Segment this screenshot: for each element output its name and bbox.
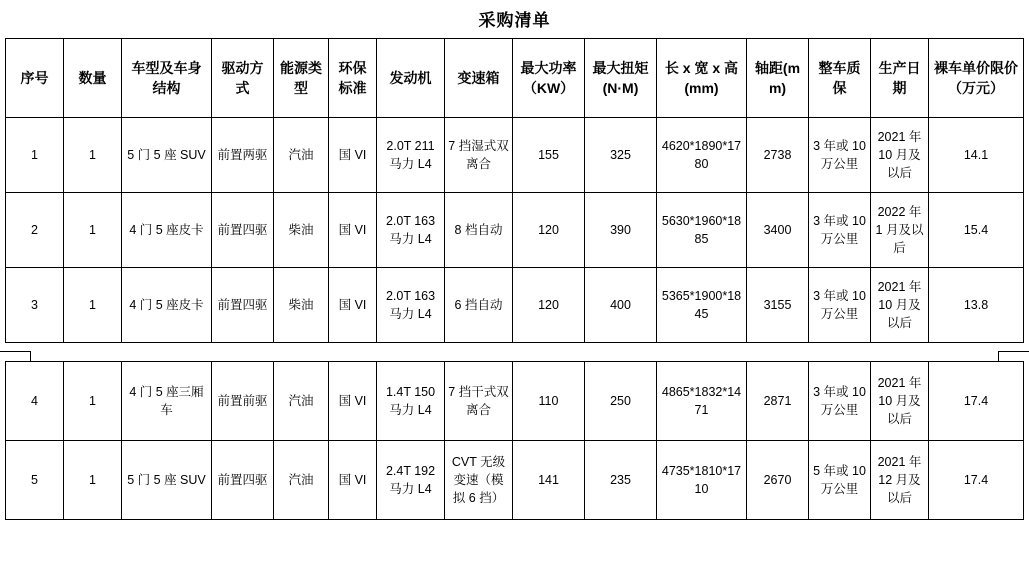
cell-dimensions: 5630*1960*1885 (657, 193, 747, 268)
cell-engine: 2.0T 163 马力 L4 (377, 268, 445, 343)
cell-max-torque: 235 (585, 441, 657, 520)
cell-price-limit: 15.4 (929, 193, 1024, 268)
column-header-engine: 发动机 (377, 39, 445, 118)
cell-warranty: 3 年或 10 万公里 (809, 118, 871, 193)
cell-max-power: 110 (513, 362, 585, 441)
cell-engine: 2.0T 163 马力 L4 (377, 193, 445, 268)
cell-production-date: 2021 年 12 月及以后 (871, 441, 929, 520)
cell-energy-type: 汽油 (274, 362, 329, 441)
table-row (6, 193, 1024, 268)
cell-emission-standard: 国 VI (329, 193, 377, 268)
page-title: 采购清单 (478, 11, 551, 30)
cell-warranty: 3 年或 10 万公里 (809, 268, 871, 343)
cell-quantity: 1 (64, 193, 122, 268)
cell-wheelbase: 3400 (747, 193, 809, 268)
cell-max-power: 120 (513, 193, 585, 268)
purchase-table-bottom-wrap (0, 361, 1029, 520)
column-header-price-limit: 裸车单价限价（万元） (929, 39, 1024, 118)
cell-body-type: 5 门 5 座 SUV (122, 118, 212, 193)
cell-body-type: 4 门 5 座三厢车 (122, 362, 212, 441)
cell-wheelbase: 2670 (747, 441, 809, 520)
purchase-table-bottom (5, 361, 1024, 520)
table-header-row (6, 39, 1024, 118)
cell-transmission: 7 挡湿式双离合 (445, 118, 513, 193)
cell-wheelbase: 2871 (747, 362, 809, 441)
column-header-quantity: 数量 (64, 39, 122, 118)
cell-production-date: 2021 年 10 月及以后 (871, 362, 929, 441)
cell-transmission: 6 挡自动 (445, 268, 513, 343)
column-header-dimensions: 长 x 宽 x 高(mm) (657, 39, 747, 118)
table-row (6, 118, 1024, 193)
purchase-table-top (5, 38, 1024, 343)
table-row (6, 362, 1024, 441)
cell-wheelbase: 3155 (747, 268, 809, 343)
cell-drive-type: 前置前驱 (212, 362, 274, 441)
cell-dimensions: 4865*1832*1471 (657, 362, 747, 441)
cell-emission-standard: 国 VI (329, 362, 377, 441)
cell-dimensions: 5365*1900*1845 (657, 268, 747, 343)
cell-emission-standard: 国 VI (329, 268, 377, 343)
cell-drive-type: 前置四驱 (212, 193, 274, 268)
cell-index: 3 (6, 268, 64, 343)
cell-price-limit: 14.1 (929, 118, 1024, 193)
cell-transmission: 8 档自动 (445, 193, 513, 268)
page-break-separator (0, 343, 1029, 361)
cell-energy-type: 柴油 (274, 193, 329, 268)
column-header-drive-type: 驱动方式 (212, 39, 274, 118)
cell-warranty: 3 年或 10 万公里 (809, 362, 871, 441)
cell-production-date: 2021 年 10 月及以后 (871, 268, 929, 343)
cell-price-limit: 17.4 (929, 362, 1024, 441)
cell-production-date: 2022 年 1 月及以后 (871, 193, 929, 268)
column-header-max-power: 最大功率（KW） (513, 39, 585, 118)
cell-energy-type: 汽油 (274, 441, 329, 520)
cell-warranty: 3 年或 10 万公里 (809, 193, 871, 268)
cell-engine: 2.0T 211 马力 L4 (377, 118, 445, 193)
column-header-wheelbase: 轴距(mm) (747, 39, 809, 118)
table-row (6, 441, 1024, 520)
cell-max-torque: 325 (585, 118, 657, 193)
cell-wheelbase: 2738 (747, 118, 809, 193)
cell-body-type: 4 门 5 座皮卡 (122, 268, 212, 343)
cell-price-limit: 13.8 (929, 268, 1024, 343)
cell-drive-type: 前置两驱 (212, 118, 274, 193)
column-header-production-date: 生产日期 (871, 39, 929, 118)
purchase-table-top-wrap (0, 38, 1029, 343)
cell-engine: 1.4T 150 马力 L4 (377, 362, 445, 441)
cell-index: 2 (6, 193, 64, 268)
column-header-energy-type: 能源类型 (274, 39, 329, 118)
cell-index: 1 (6, 118, 64, 193)
cell-energy-type: 柴油 (274, 268, 329, 343)
cell-quantity: 1 (64, 268, 122, 343)
cell-quantity: 1 (64, 118, 122, 193)
cell-transmission: CVT 无级变速（模拟 6 挡） (445, 441, 513, 520)
cell-drive-type: 前置四驱 (212, 441, 274, 520)
cell-max-torque: 400 (585, 268, 657, 343)
cell-quantity: 1 (64, 362, 122, 441)
column-header-transmission: 变速箱 (445, 39, 513, 118)
column-header-emission-standard: 环保标准 (329, 39, 377, 118)
cell-dimensions: 4735*1810*1710 (657, 441, 747, 520)
cell-energy-type: 汽油 (274, 118, 329, 193)
cell-body-type: 5 门 5 座 SUV (122, 441, 212, 520)
cell-index: 4 (6, 362, 64, 441)
cell-body-type: 4 门 5 座皮卡 (122, 193, 212, 268)
cell-production-date: 2021 年 10 月及以后 (871, 118, 929, 193)
cell-max-power: 155 (513, 118, 585, 193)
cell-drive-type: 前置四驱 (212, 268, 274, 343)
cell-max-power: 141 (513, 441, 585, 520)
cell-emission-standard: 国 VI (329, 118, 377, 193)
cell-max-torque: 250 (585, 362, 657, 441)
cell-dimensions: 4620*1890*1780 (657, 118, 747, 193)
cell-quantity: 1 (64, 441, 122, 520)
column-header-warranty: 整车质保 (809, 39, 871, 118)
cell-max-power: 120 (513, 268, 585, 343)
cell-max-torque: 390 (585, 193, 657, 268)
cell-transmission: 7 挡干式双离合 (445, 362, 513, 441)
table-row (6, 268, 1024, 343)
cell-price-limit: 17.4 (929, 441, 1024, 520)
column-header-body-type: 车型及车身结构 (122, 39, 212, 118)
cell-warranty: 5 年或 10 万公里 (809, 441, 871, 520)
cell-index: 5 (6, 441, 64, 520)
cell-emission-standard: 国 VI (329, 441, 377, 520)
column-header-max-torque: 最大扭矩(N·M) (585, 39, 657, 118)
column-header-index: 序号 (6, 39, 64, 118)
cell-engine: 2.4T 192 马力 L4 (377, 441, 445, 520)
